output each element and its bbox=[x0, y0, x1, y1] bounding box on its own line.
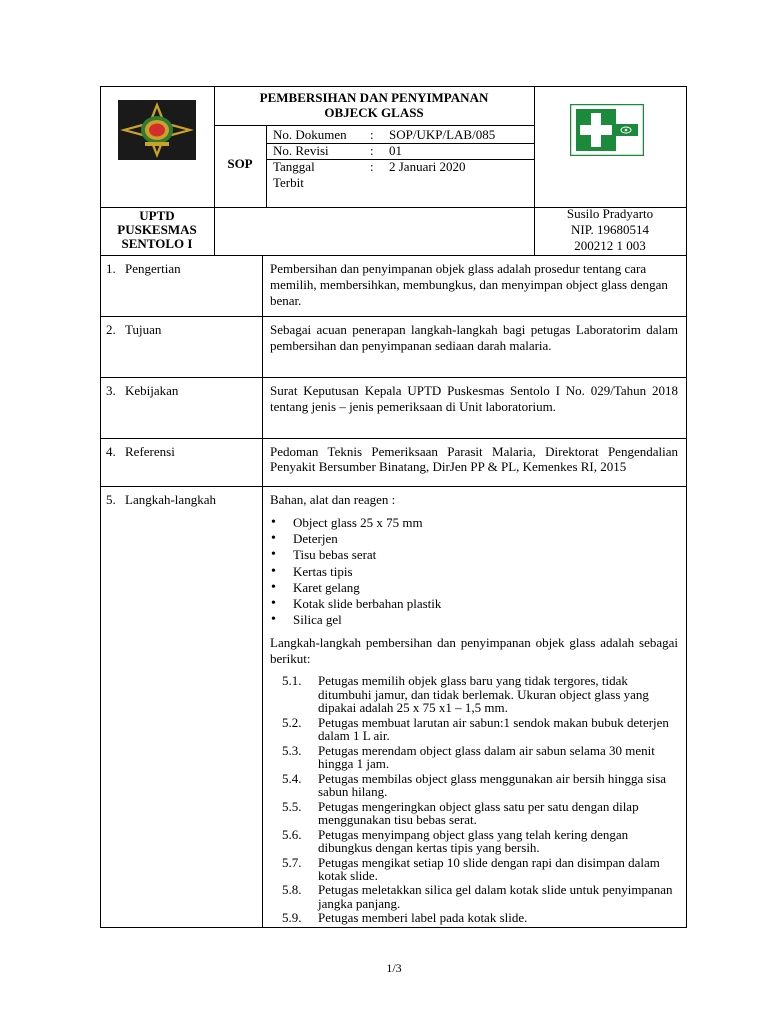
puskesmas-logo bbox=[118, 100, 196, 160]
step-text: Petugas memberi label pada kotak slide. bbox=[318, 910, 528, 926]
section-4-num: 4. bbox=[106, 444, 116, 459]
step-text: Petugas membilas object glass menggunakan air bersih hingga sisa sabun hilang. bbox=[318, 770, 667, 800]
step-number: 5.2. bbox=[282, 714, 302, 730]
meta-value-revisi: 01 bbox=[389, 143, 402, 158]
list-item bbox=[282, 772, 678, 799]
meta-sep-dokumen: : bbox=[370, 127, 374, 142]
section-2-label: Tujuan bbox=[125, 322, 162, 337]
list-item bbox=[282, 883, 678, 910]
step-text: Petugas membuat larutan air sabun:1 sendok makan bubuk deterjen dalam 1 L air. bbox=[318, 714, 669, 744]
step-number: 5.1. bbox=[282, 673, 302, 688]
step-number: 5.6. bbox=[282, 826, 302, 842]
section-2-num: 2. bbox=[106, 322, 116, 337]
step-number: 5.4. bbox=[282, 770, 302, 786]
step-number: 5.8. bbox=[282, 882, 302, 898]
org-name-line2: PUSKESMAS bbox=[117, 222, 197, 237]
materials-heading: Bahan, alat dan reagen : bbox=[270, 492, 396, 507]
materials-list bbox=[271, 515, 671, 628]
section-3-num: 3. bbox=[106, 383, 116, 398]
section-1-num: 1. bbox=[106, 261, 116, 276]
meta-label-tanggal: Tanggal bbox=[273, 159, 315, 174]
list-item bbox=[282, 716, 678, 743]
list-item bbox=[282, 856, 678, 883]
meta-sep-revisi: : bbox=[370, 143, 374, 158]
meta-value-dokumen: SOP/UKP/LAB/085 bbox=[389, 127, 496, 142]
list-item bbox=[282, 800, 678, 827]
signer-name: Susilo Pradyarto bbox=[566, 206, 654, 221]
list-item: • Karet gelang bbox=[271, 580, 671, 596]
meta-sep-tanggal: : bbox=[370, 159, 374, 174]
doc-title-line1: PEMBERSIHAN DAN PENYIMPANAN bbox=[259, 90, 489, 105]
section-5-label: Langkah-langkah bbox=[125, 492, 216, 507]
list-item: • Deterjen bbox=[271, 531, 671, 547]
step-number: 5.7. bbox=[282, 854, 302, 870]
section-5-num: 5. bbox=[106, 492, 116, 507]
section-1-label: Pengertian bbox=[125, 261, 181, 276]
steps-intro: Langkah-langkah pembersihan dan penyimpanan objek glass adalah sebagai berikut: bbox=[270, 635, 678, 666]
doc-title-line2: OBJECK GLASS bbox=[324, 105, 424, 120]
meta-label-revisi: No. Revisi bbox=[273, 143, 329, 158]
meta-value-tanggal: 2 Januari 2020 bbox=[389, 159, 466, 174]
list-item bbox=[282, 911, 678, 925]
org-name-line3: SENTOLO I bbox=[121, 236, 193, 251]
section-4-label: Referensi bbox=[125, 444, 175, 459]
step-number: 5.5. bbox=[282, 798, 302, 814]
list-item bbox=[282, 744, 678, 771]
signer-nip-2: 200212 1 003 bbox=[574, 238, 646, 253]
page-number: 1/3 bbox=[386, 961, 402, 975]
step-text: Petugas mengeringkan object glass satu per satu dengan dilap menggunakan tisu bebas serat. bbox=[318, 798, 639, 828]
health-cross-logo bbox=[570, 104, 644, 156]
section-2-text: Sebagai acuan penerapan langkah-langkah bagi petugas Laboratorim dalam pembersihan dan penyimpanan sediaan darah malaria. bbox=[270, 322, 678, 353]
section-3-label: Kebijakan bbox=[125, 383, 179, 398]
section-1-text: Pembersihan dan penyimpanan objek glass adalah prosedur tentang cara memilih, membersihkan, membungkus, dan menyimpan object glass dengan benar. bbox=[270, 261, 668, 308]
list-item: • Kotak slide berbahan plastik bbox=[271, 596, 671, 612]
step-number: 5.9. bbox=[282, 910, 302, 926]
sop-label: SOP bbox=[227, 156, 253, 171]
step-text: Petugas merendam object glass dalam air sabun selama 30 menit hingga 1 jam. bbox=[318, 742, 655, 772]
step-text: Petugas memilih objek glass baru yang tidak tergores, tidak ditumbuhi jamur, dan tidak berlemak. Ukuran object glass yang dipakai adalah 25 x 75 x1 – 1,5 mm. bbox=[318, 673, 649, 716]
meta-label-dokumen: No. Dokumen bbox=[273, 127, 347, 142]
signer-nip-1: NIP. 19680514 bbox=[570, 222, 649, 237]
list-item bbox=[282, 828, 678, 855]
list-item bbox=[282, 674, 678, 715]
meta-label-terbit: Terbit bbox=[273, 175, 304, 190]
list-item: • Silica gel bbox=[271, 612, 671, 628]
section-4-text: Pedoman Teknis Pemeriksaan Parasit Malaria, Direktorat Pengendalian Penyakit Bersumber Binatang, DirJen PP & PL, Kemenkes RI, 2015 bbox=[270, 444, 678, 474]
step-text: Petugas meletakkan silica gel dalam kotak slide untuk penyimpanan jangka panjang. bbox=[318, 882, 673, 912]
steps-list bbox=[282, 674, 678, 926]
step-number: 5.3. bbox=[282, 742, 302, 758]
step-text: Petugas menyimpang object glass yang telah kering dengan dibungkus dengan kertas tipis yang bersih. bbox=[318, 826, 629, 856]
list-item: • Tisu bebas serat bbox=[271, 547, 671, 563]
section-3-text: Surat Keputusan Kepala UPTD Puskesmas Sentolo I No. 029/Tahun 2018 tentang jenis – jenis pemeriksaan di Unit laboratorium. bbox=[270, 383, 678, 414]
org-name-line1: UPTD bbox=[139, 208, 175, 223]
list-item: • Kertas tipis bbox=[271, 564, 671, 580]
list-item: • Object glass 25 x 75 mm bbox=[271, 515, 671, 531]
step-text: Petugas mengikat setiap 10 slide dengan rapi dan disimpan dalam kotak slide. bbox=[318, 854, 660, 884]
